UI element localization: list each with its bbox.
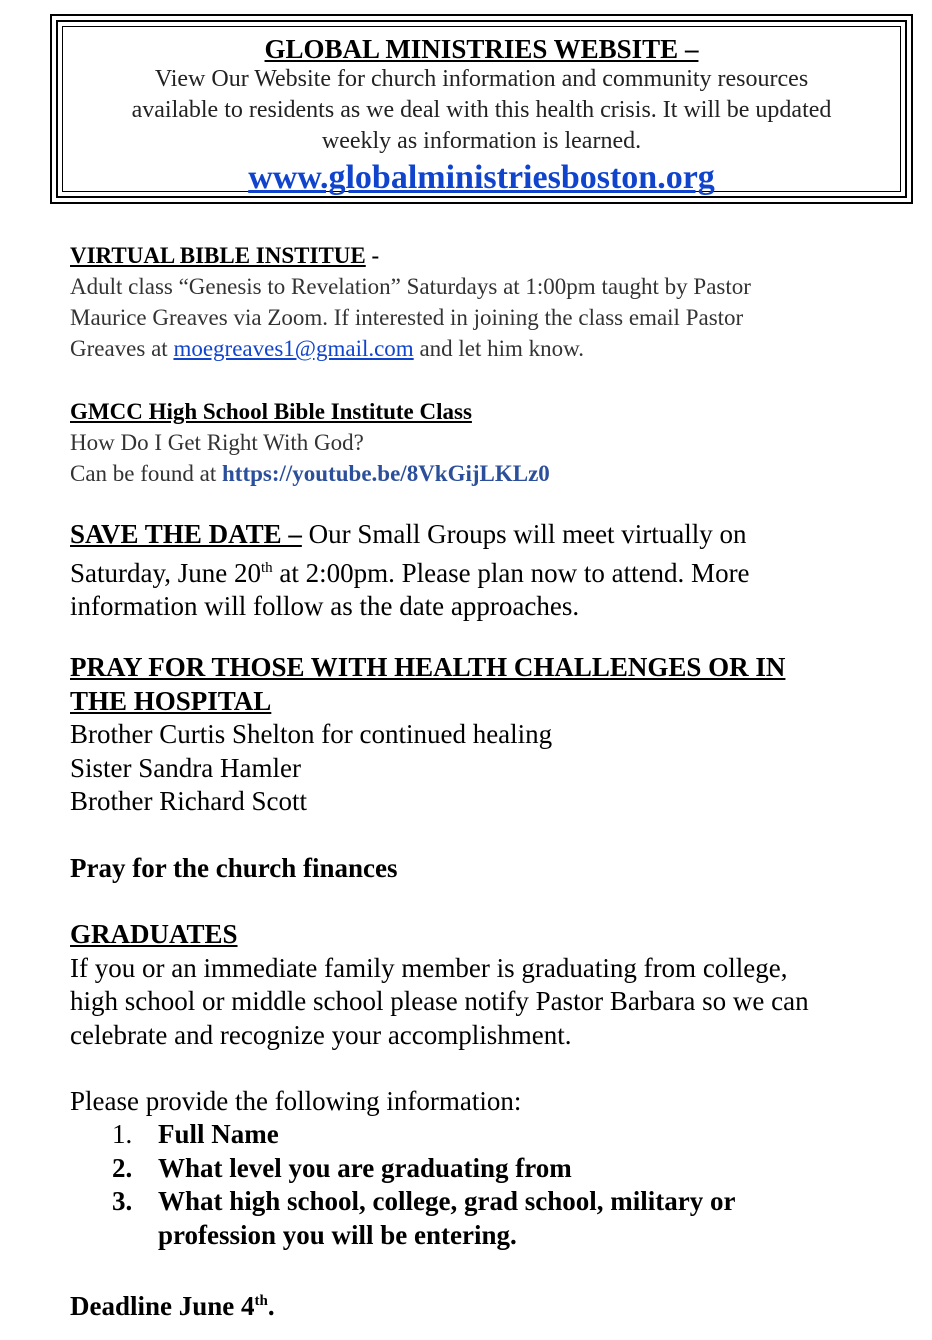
save-date-heading: SAVE THE DATE –: [70, 519, 302, 549]
graduates-section: [70, 918, 900, 1052]
virtual-bible-text: Maurice Greaves via Zoom. If interested in joining the class email Pastor: [70, 305, 744, 330]
provide-text: Please provide the following information:: [70, 1086, 522, 1116]
list-item: 3. What high school, college, grad school, military or profession you will be entering.: [112, 1186, 736, 1250]
pray-health-heading: PRAY FOR THOSE WITH HEALTH CHALLENGES OR IN: [70, 652, 786, 682]
graduates-text: celebrate and recognize your accomplishment.: [70, 1019, 572, 1050]
deadline-section: Deadline June 4th.: [70, 1291, 275, 1321]
youtube-link[interactable]: https://youtube.be/8VkGijLKLz0: [222, 461, 550, 486]
graduates-heading: GRADUATES: [70, 919, 238, 949]
info-list: [112, 1118, 912, 1252]
pray-health-heading: THE HOSPITAL: [70, 685, 272, 716]
virtual-bible-section: VIRTUAL BIBLE INSTITUE - Adult class “Genesis to Revelation” Saturdays at 1:00pm taught by Pastor Maurice Greaves via Zoom. If interested in joining the class email Pastor Greaves at moegreaves1@gmail.com and let him know.: [70, 240, 900, 364]
provide-info: [70, 1085, 900, 1119]
save-date-text: information will follow as the date approaches.: [70, 591, 580, 621]
save-date-section: SAVE THE DATE – Our Small Groups will meet virtually on Saturday, June 20th at 2:00pm. Please plan now to attend. More information will follow as the date approaches.: [70, 518, 900, 624]
email-link[interactable]: moegreaves1@gmail.com: [173, 336, 414, 361]
list-item: 1. Full Name: [112, 1119, 279, 1149]
website-box-title: GLOBAL MINISTRIES WEBSITE –: [264, 34, 699, 64]
prayer-name: Sister Sandra Hamler: [70, 752, 301, 783]
list-item: 2. What level you are graduating from: [112, 1152, 572, 1183]
deadline-text: Deadline June 4: [70, 1291, 255, 1321]
website-link[interactable]: www.globalministriesboston.org: [248, 159, 715, 196]
gmcc-text: How Do I Get Right With God?: [70, 430, 364, 455]
website-box-line: View Our Website for church information and community resources: [154, 66, 809, 92]
website-box-line: available to residents as we deal with this health crisis. It will be updated: [131, 97, 832, 123]
pray-finances-section: [70, 852, 900, 886]
graduates-text: If you or an immediate family member is graduating from college,: [70, 952, 788, 983]
virtual-bible-text: Adult class “Genesis to Revelation” Saturdays at 1:00pm taught by Pastor: [70, 274, 751, 299]
gmcc-section: GMCC High School Bible Institute Class How Do I Get Right With God? Can be found at https://youtube.be/8VkGijLKLz0: [70, 396, 900, 489]
website-box: [50, 14, 913, 204]
gmcc-heading: GMCC High School Bible Institute Class: [70, 399, 472, 424]
graduates-text: high school or middle school please notify Pastor Barbara so we can: [70, 986, 809, 1016]
website-box-line: weekly as information is learned.: [321, 128, 642, 154]
virtual-bible-heading: VIRTUAL BIBLE INSTITUE: [70, 243, 366, 268]
pray-health-section: [70, 651, 900, 819]
pray-finances-text: Pray for the church finances: [70, 853, 398, 883]
prayer-name: Brother Curtis Shelton for continued healing: [70, 719, 553, 749]
prayer-name: Brother Richard Scott: [70, 786, 307, 816]
